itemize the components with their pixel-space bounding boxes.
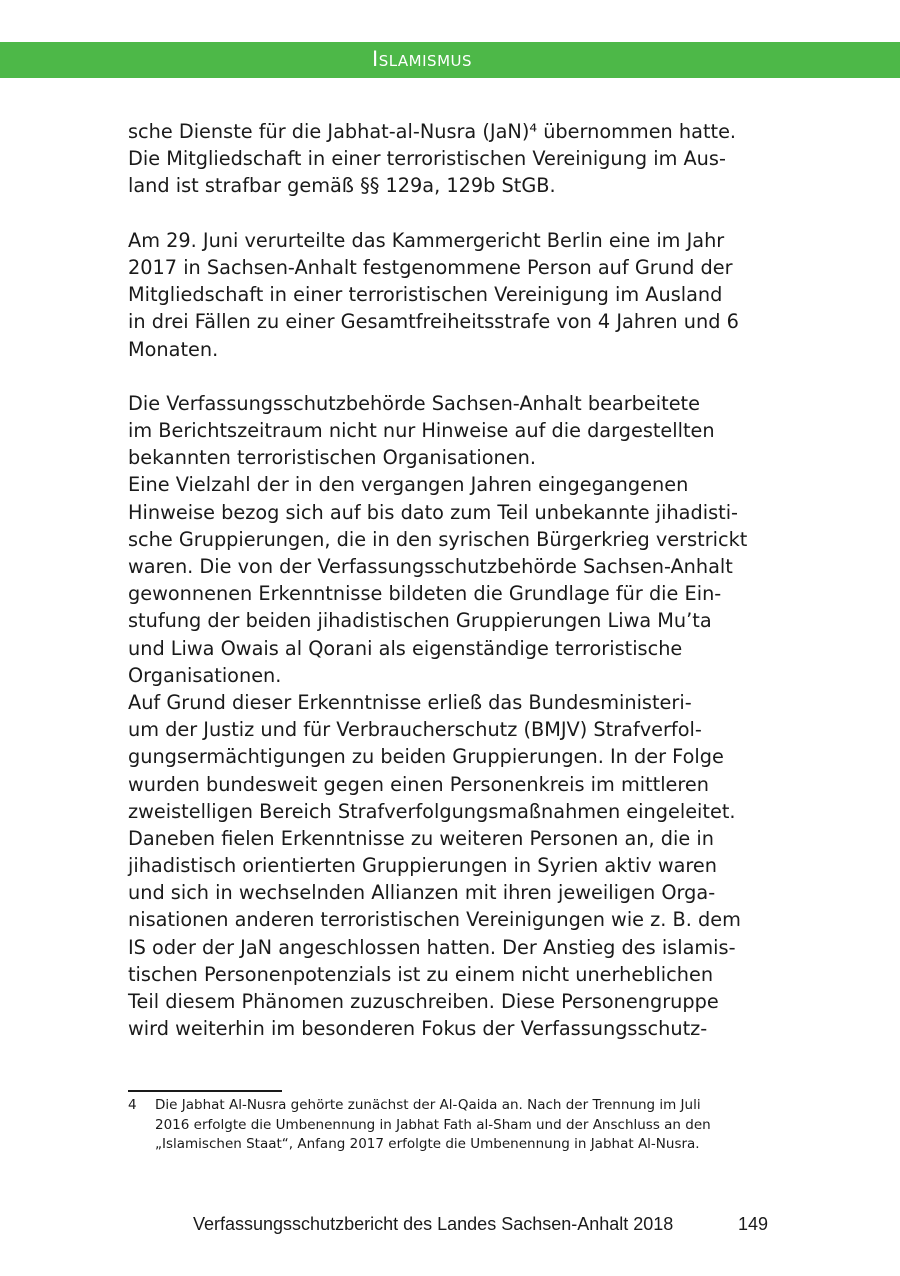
text-line: land ist strafbar gemäß §§ 129a, 129b StGB. xyxy=(128,174,556,198)
text-line: wird weiterhin im besonderen Fokus der Verfassungsschutz- xyxy=(128,1017,708,1041)
text-line: Mitgliedschaft in einer terroristischen Vereinigung im Ausland xyxy=(128,283,723,307)
text-line: um der Justiz und für Verbraucherschutz (BMJV) Strafverfol- xyxy=(128,718,702,742)
section-title: Islamismus xyxy=(372,47,473,71)
text-line: Hinweise bezog sich auf bis dato zum Teil unbekannte jihadisti- xyxy=(128,500,739,524)
footnote-text xyxy=(155,1096,711,1155)
text-line: Eine Vielzahl der in den vergangen Jahren eingegangenen xyxy=(128,473,689,497)
text-line: im Berichtszeitraum nicht nur Hinweise auf die dargestellten xyxy=(128,419,715,443)
text-line: und Liwa Owais al Qorani als eigenständige terroristische xyxy=(128,636,683,660)
text-line: Die Mitgliedschaft in einer terroristischen Vereinigung im Aus- xyxy=(128,147,726,171)
paragraph-2 xyxy=(128,227,778,363)
text-line: IS oder der JaN angeschlossen hatten. Der Anstieg des islamis- xyxy=(128,935,736,959)
text-line: gewonnenen Erkenntnisse bildeten die Grundlage für die Ein- xyxy=(128,582,722,606)
text-line: sche Gruppierungen, die in den syrischen Bürgerkrieg verstrickt xyxy=(128,527,748,551)
text-line: waren. Die von der Verfassungsschutzbehörde Sachsen-Anhalt xyxy=(128,555,733,578)
text-line: Organisationen. xyxy=(128,663,282,687)
paragraph-1 xyxy=(128,118,778,200)
text-line: gungsermächtigungen zu beiden Gruppierungen. In der Folge xyxy=(128,745,724,769)
text-line: und sich in wechselnden Allianzen mit ihren jeweiligen Orga- xyxy=(128,881,716,905)
paragraph-gap xyxy=(128,200,778,227)
paragraph-3 xyxy=(128,390,778,1043)
text-line: Am 29. Juni verurteilte das Kammergericht Berlin eine im Jahr xyxy=(128,228,725,252)
text-line: nisationen anderen terroristischen Vereinigungen wie z. B. dem xyxy=(128,908,741,932)
footnote-divider xyxy=(128,1090,282,1092)
footnote-line: Die Jabhat Al-Nusra gehörte zunächst der Al-Qaida an. Nach der Trennung im Juli xyxy=(155,1097,701,1113)
text-line: Auf Grund dieser Erkenntnisse erließ das Bundesministeri- xyxy=(128,690,692,714)
text-line: 2017 in Sachsen-Anhalt festgenommene Person auf Grund der xyxy=(128,255,733,279)
text-line: zweistelligen Bereich Strafverfolgungsmaßnahmen eingeleitet. xyxy=(128,799,736,823)
footnote-line: „Islamischen Staat“, Anfang 2017 erfolgte die Umbenennung in Jabhat Al-Nusra. xyxy=(155,1136,700,1152)
body-text xyxy=(128,118,778,1042)
footnote-number: 4 xyxy=(128,1097,137,1113)
text-line: jihadistisch orientierten Gruppierungen in Syrien aktiv waren xyxy=(128,854,718,878)
text-line: stufung der beiden jihadistischen Gruppierungen Liwa Mu’ta xyxy=(128,609,712,633)
text-line: sche Dienste für die Jabhat-al-Nusra (JaN)⁴ übernommen hatte. xyxy=(128,120,737,143)
text-line: Monaten. xyxy=(128,337,219,361)
text-line: in drei Fällen zu einer Gesamtfreiheitsstrafe von 4 Jahren und 6 xyxy=(128,310,739,334)
text-line: wurden bundesweit gegen einen Personenkreis im mittleren xyxy=(128,772,710,796)
text-line: bekannten terroristischen Organisationen. xyxy=(128,446,536,470)
paragraph-gap xyxy=(128,363,778,390)
footer-publication-title: Verfassungsschutzbericht des Landes Sachsen-Anhalt 2018 xyxy=(193,1214,674,1234)
footnote-line: 2016 erfolgte die Umbenennung in Jabhat Fath al-Sham und der Anschluss an den xyxy=(155,1116,711,1133)
text-line: Die Verfassungsschutzbehörde Sachsen-Anhalt bearbeitete xyxy=(128,391,700,415)
text-line: Teil diesem Phänomen zuzuschreiben. Diese Personengruppe xyxy=(128,990,719,1013)
text-line: Daneben fielen Erkenntnisse zu weiteren Personen an, die in xyxy=(128,826,714,850)
page-number: 149 xyxy=(738,1214,769,1234)
text-line: tischen Personenpotenzials ist zu einem nicht unerheblichen xyxy=(128,962,714,986)
